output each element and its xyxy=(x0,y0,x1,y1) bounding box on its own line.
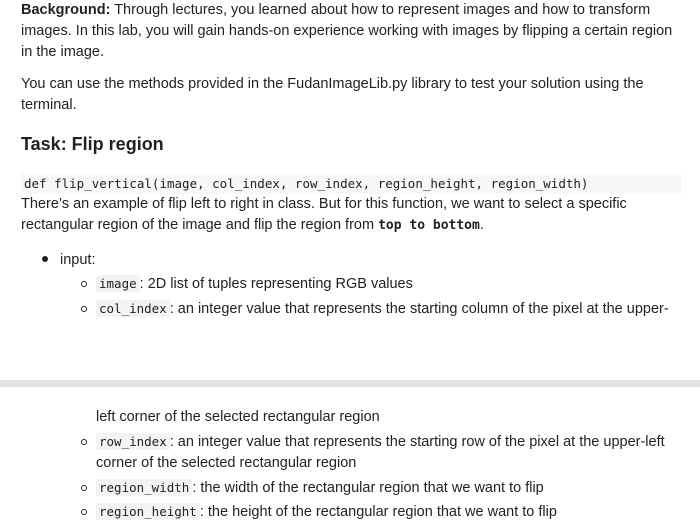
param-desc: : an integer value that represents the starting row of the pixel at the upper-left xyxy=(169,434,665,450)
row-index-continuation: corner of the selected rectangular region xyxy=(96,455,357,471)
param-name: region_height xyxy=(96,503,200,520)
param-name: col_index xyxy=(96,300,170,317)
background-label: Background: xyxy=(21,2,111,18)
circle-bullet-icon xyxy=(81,509,87,515)
library-paragraph: You can use the methods provided in the FudanImageLib.py library to test your solution using the terminal. xyxy=(21,76,644,113)
desc-prefix: There’s an example of flip left to right in class. But for this function, we want to select a specific rectangular region of the image and flip the region from xyxy=(21,196,627,233)
input-bullet xyxy=(42,250,95,271)
bullet-disc-icon xyxy=(42,256,48,262)
page-break-divider xyxy=(0,380,700,387)
desc-bold: top to bottom xyxy=(378,218,480,233)
input-label: input: xyxy=(60,252,96,268)
param-item-region-width xyxy=(96,477,686,499)
signature-code: def flip_vertical(image, col_index, row_index, region_height, region_width) xyxy=(24,176,589,191)
circle-bullet-icon xyxy=(81,439,87,445)
circle-bullet-icon xyxy=(81,281,87,287)
param-desc: : an integer value that represents the starting column of the pixel at the upper- xyxy=(169,301,669,317)
document-page-bottom xyxy=(0,387,700,525)
background-text: Through lectures, you learned about how to represent images and how to transform images. In this lab, you will gain hands-on experience working with images by flipping a certain region in the image. xyxy=(21,2,673,60)
function-signature xyxy=(21,174,681,194)
param-item-image xyxy=(96,273,686,295)
background-paragraph xyxy=(21,0,681,63)
param-name: image xyxy=(96,275,140,292)
task-description xyxy=(21,194,681,236)
param-desc: : the height of the rectangular region that we want to flip xyxy=(199,504,557,520)
param-name: region_width xyxy=(96,479,192,496)
param-desc: : the width of the rectangular region that we want to flip xyxy=(192,480,544,496)
param-desc: : 2D list of tuples representing RGB values xyxy=(139,276,413,292)
circle-bullet-icon xyxy=(81,485,87,491)
param-item-region-height xyxy=(96,501,686,523)
col-index-continuation: left corner of the selected rectangular region xyxy=(96,409,380,425)
task-heading: Task: Flip region xyxy=(21,134,164,154)
param-item-row-index xyxy=(96,431,686,453)
param-item-col-index xyxy=(96,298,686,320)
param-name: row_index xyxy=(96,433,170,450)
circle-bullet-icon xyxy=(81,306,87,312)
desc-suffix: . xyxy=(479,217,484,233)
